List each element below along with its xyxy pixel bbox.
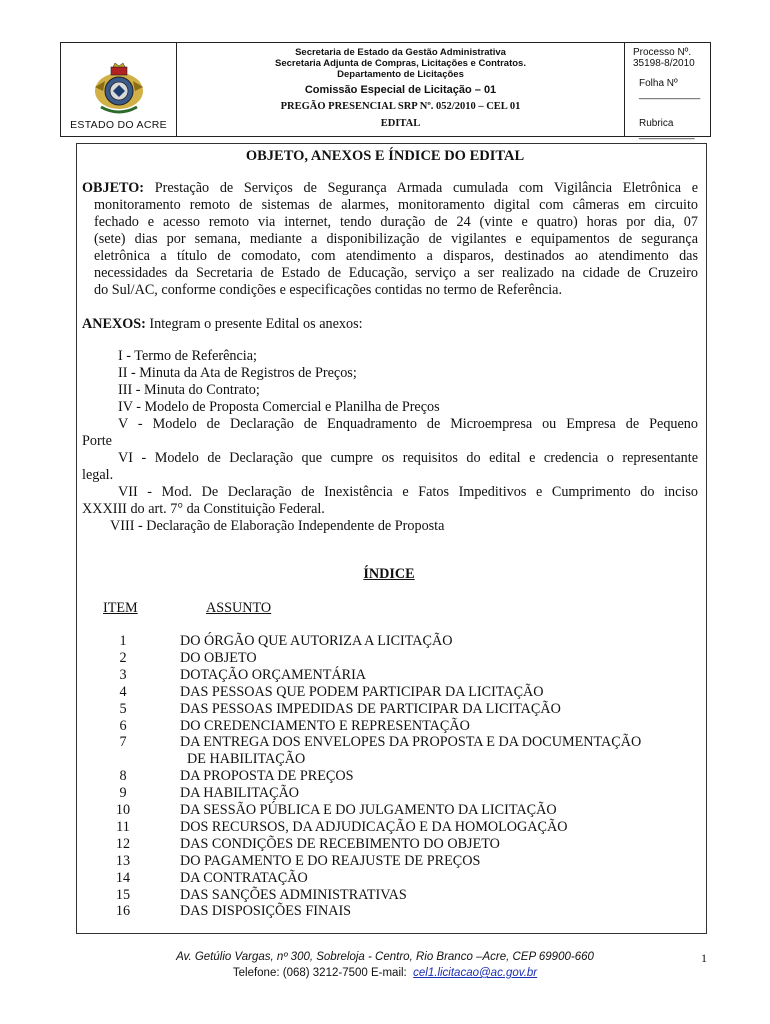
indice-item-number: 5 — [119, 700, 127, 717]
anexo-item-continuation: XXXIII do art. 7° da Constituição Federal. — [82, 501, 325, 517]
indice-item-subject: DA SESSÃO PÚBLICA E DO JULGAMENTO DA LICITAÇÃO — [180, 802, 557, 818]
indice-item-subject: DOTAÇÃO ORÇAMENTÁRIA — [180, 666, 367, 683]
objeto-line-1: OBJETO: Prestação de Serviços de Segurança Armada cumulada com Vigilância Eletrônica e — [82, 180, 698, 196]
indice-item-number: 16 — [115, 903, 131, 920]
indice-item-subject: DA CONTRATAÇÃO — [180, 869, 308, 886]
header-logo-cell — [61, 43, 177, 136]
indice-item-number: 7 — [119, 734, 127, 751]
indice-item-number: 11 — [116, 818, 130, 835]
indice-item-subject: DOS RECURSOS, DA ADJUDICAÇÃO E DA HOMOLOGAÇÃO — [180, 818, 568, 835]
indice-title: ÍNDICE — [363, 566, 415, 582]
anexo-item-continuation: Porte — [82, 433, 112, 449]
document-header — [60, 42, 711, 140]
objeto-line-2: monitoramento remoto de sistemas de alarmes, monitoramento digital com câmeras em circuito — [94, 197, 698, 213]
secretaria-title: Secretaria de Estado da Gestão Administrativa — [295, 47, 506, 58]
indice-item-number: 2 — [119, 649, 127, 666]
objeto-line-6: necessidades da Secretaria de Estado de Educação, serviço a ser realizado na cidade de Cruzeiro — [94, 265, 698, 281]
anexo-item: III - Minuta do Contrato; — [118, 382, 260, 398]
anexos-heading: ANEXOS: Integram o presente Edital os anexos: — [82, 316, 363, 332]
indice-item-subject: DA ENTREGA DOS ENVELOPES DA PROPOSTA E DA DOCUMENTAÇÃO — [180, 734, 642, 751]
indice-item-subject: DO CREDENCIAMENTO E REPRESENTAÇÃO — [180, 717, 470, 734]
indice-item-subject: DO ÓRGÃO QUE AUTORIZA A LICITAÇÃO — [180, 633, 453, 649]
indice-col-item: ITEM — [103, 600, 138, 616]
page-number: 1 — [701, 951, 707, 965]
comissao: Comissão Especial de Licitação – 01 — [304, 84, 497, 96]
indice-item-number: 14 — [115, 869, 131, 886]
indice-item-number: 10 — [115, 802, 131, 818]
secretaria-adjunta: Secretaria Adjunta de Compras, Licitações e Contratos. — [275, 58, 526, 69]
objeto-label: OBJETO: — [82, 180, 145, 196]
indice-item-subject: DA HABILITAÇÃO — [180, 785, 300, 802]
header-process-cell — [625, 43, 710, 140]
state-name: ESTADO DO ACRE — [70, 119, 167, 131]
footer-address: Av. Getúlio Vargas, nº 300, Sobreloja - Centro, Rio Branco –Acre, CEP 69900-660 — [176, 951, 594, 963]
departamento: Departamento de Licitações — [337, 69, 464, 80]
email-link[interactable]: cel1.licitacao@ac.gov.br — [413, 967, 538, 979]
anexo-item: V - Modelo de Declaração de Enquadramento de Microempresa ou Empresa de Pequeno — [118, 416, 698, 432]
indice-item-number: 15 — [115, 886, 131, 903]
pregao-number: PREGÃO PRESENCIAL SRP Nº. 052/2010 – CEL 01 — [280, 101, 521, 112]
indice-item-subject: DO OBJETO — [180, 649, 257, 666]
header-center-cell — [177, 43, 625, 136]
indice-item-subject: DAS SANÇÕES ADMINISTRATIVAS — [180, 886, 407, 903]
objeto-line-7: do Sul/AC, conforme condições e especificações contidas no termo de Referência. — [94, 282, 563, 298]
processo-number: Processo Nº. 35198-8/2010 — [633, 47, 695, 69]
indice-item-subject: DO PAGAMENTO E DO REAJUSTE DE PREÇOS — [180, 852, 481, 869]
indice-item-subject: DAS PESSOAS QUE PODEM PARTICIPAR DA LICITAÇÃO — [180, 683, 544, 700]
indice-item-number: 1 — [119, 633, 127, 649]
anexo-item: VIII - Declaração de Elaboração Independente de Proposta — [110, 518, 445, 534]
indice-item-subject: DAS PESSOAS IMPEDIDAS DE PARTICIPAR DA LICITAÇÃO — [180, 700, 561, 717]
objeto-line-5: eletrônica a título de comodato, com atendimento a disparos, destinados ao atendimento das — [94, 248, 698, 264]
anexo-item: I - Termo de Referência; — [118, 348, 257, 364]
indice-item-subject: DE HABILITAÇÃO — [187, 751, 306, 768]
indice-item-number: 4 — [119, 683, 127, 700]
anexo-item-continuation: legal. — [82, 467, 114, 483]
anexo-item: IV - Modelo de Proposta Comercial e Planilha de Preços — [118, 399, 440, 415]
indice-item-subject: DA PROPOSTA DE PREÇOS — [180, 768, 354, 785]
indice-item-subject: DAS DISPOSIÇÕES FINAIS — [180, 903, 352, 920]
indice-item-number: 9 — [119, 785, 127, 802]
indice-item-number: 12 — [115, 835, 131, 852]
state-crest-icon — [91, 61, 147, 117]
indice-col-assunto: ASSUNTO — [206, 600, 272, 616]
indice-item-subject: DAS CONDIÇÕES DE RECEBIMENTO DO OBJETO — [180, 835, 500, 852]
indice-item-number: 6 — [119, 717, 127, 734]
indice-item-number: 13 — [115, 852, 131, 869]
section-title: OBJETO, ANEXOS E ÍNDICE DO EDITAL — [245, 148, 525, 164]
objeto-line-4: (sete) dias por semana, mediante a disponibilização de vigilantes e equipamentos de segurança — [94, 231, 698, 247]
anexo-item: II - Minuta da Ata de Registros de Preços; — [118, 365, 357, 381]
indice-item-number: 8 — [119, 768, 127, 785]
anexo-item: VII - Mod. De Declaração de Inexistência e Fatos Impeditivos e Cumprimento do inciso — [118, 484, 698, 500]
anexo-item: VI - Modelo de Declaração que cumpre os requisitos do edital e credencia o representante — [118, 450, 698, 466]
objeto-line-3: fechado e acesso remoto via internet, tendo duração de 24 (vinte e quatro) horas por dia, 07 — [94, 214, 698, 230]
rubrica-field: Rubrica __________ — [639, 118, 695, 140]
folha-field: Folha Nº ___________ — [639, 78, 701, 100]
edital-label: EDITAL — [380, 118, 421, 129]
footer-contact: Telefone: (068) 3212-7500 E-mail: cel1.licitacao@ac.gov.br — [232, 967, 538, 979]
indice-item-number: 3 — [119, 666, 127, 683]
